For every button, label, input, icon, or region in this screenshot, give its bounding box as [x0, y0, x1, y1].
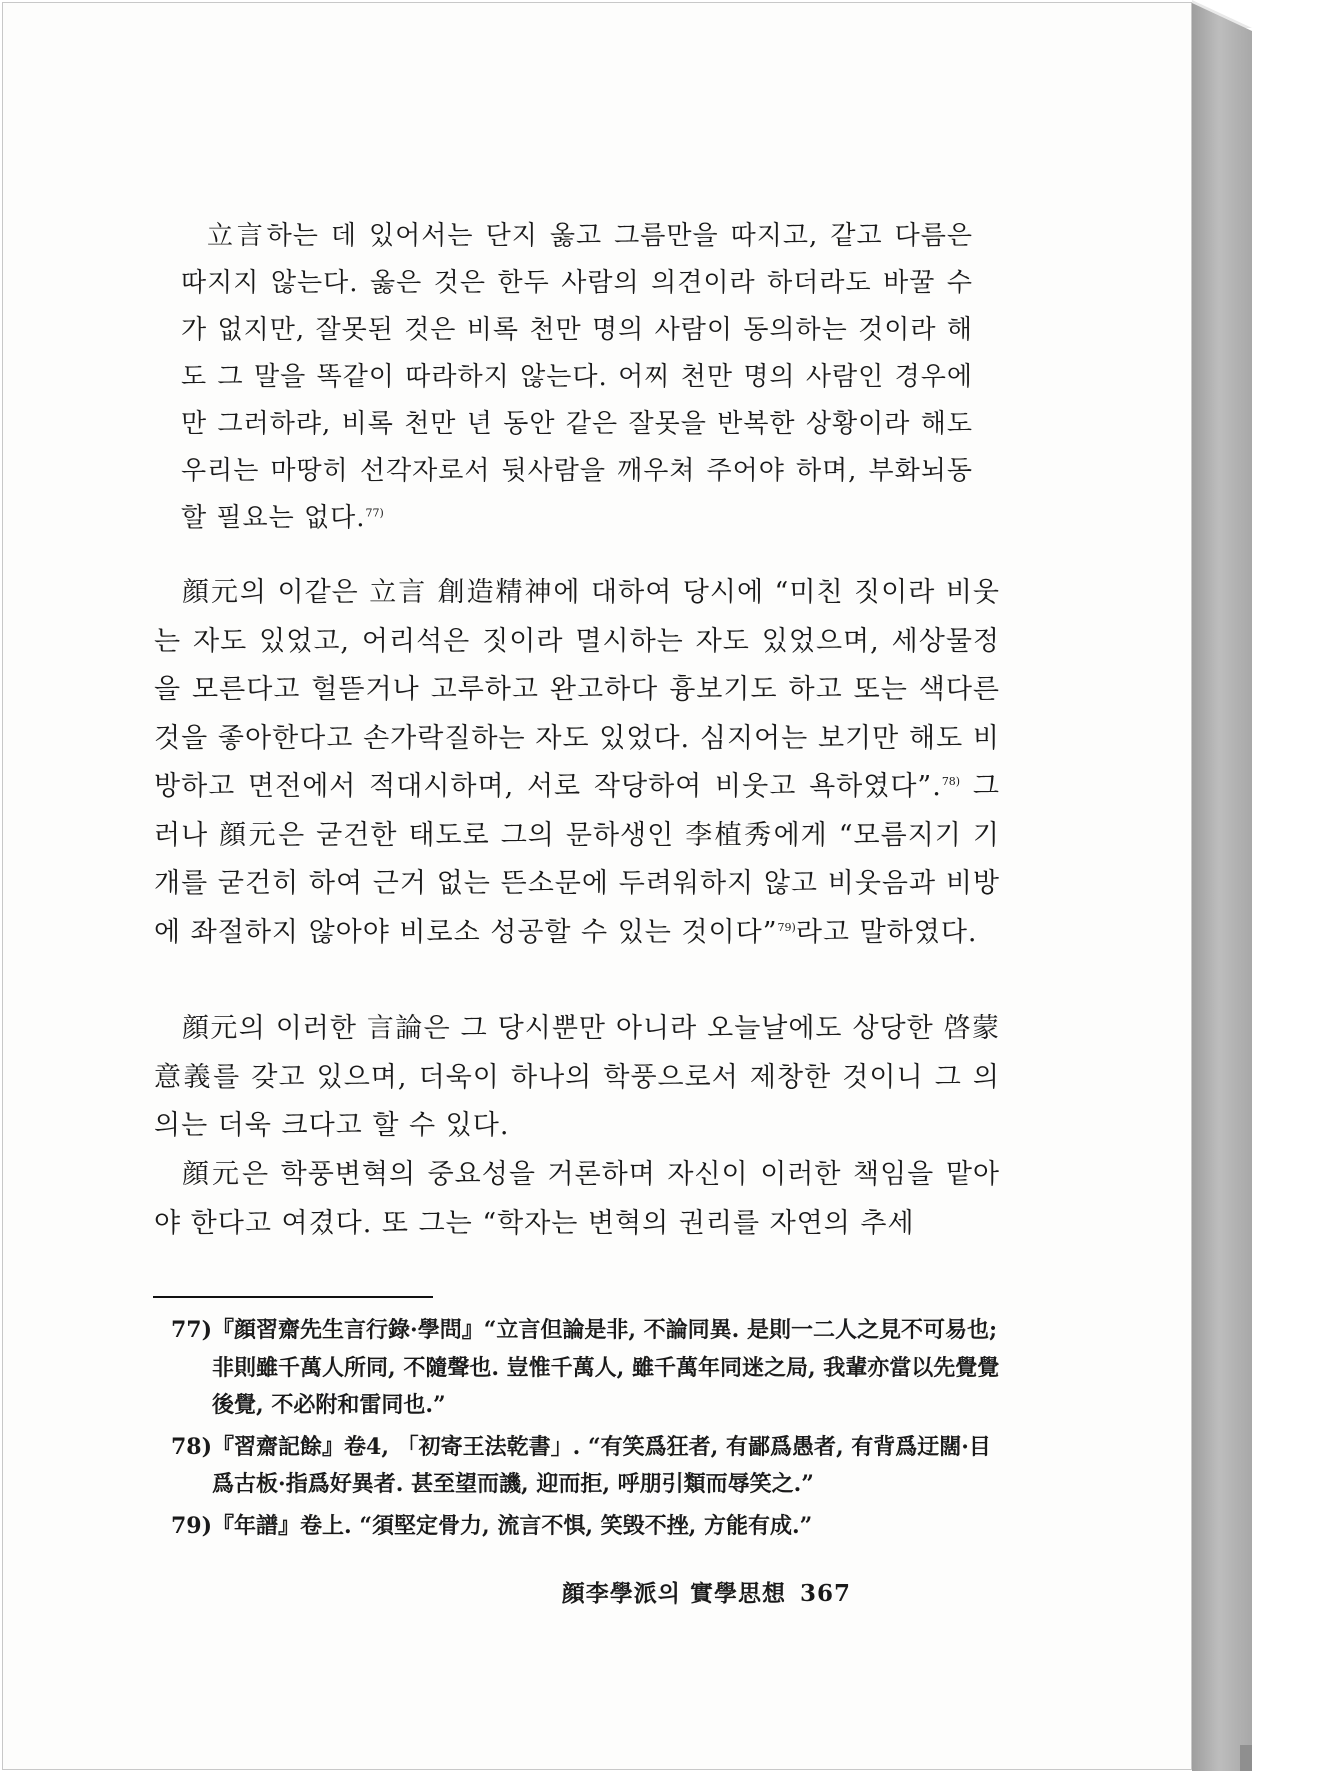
- footnote-number: 78): [171, 1433, 213, 1460]
- book-edge-side: [1192, 3, 1252, 1771]
- footnote-item: [171, 1508, 1001, 1546]
- body-paragraph: 顔元은 학풍변혁의 중요성을 거론하며 자신이 이러한 책임을 맡아야 한다고 여겼다. 또 그는 “학자는 변혁의 권리를 자연의 추세: [154, 1159, 1000, 1239]
- paragraph-text: 라고 말하였다.: [795, 916, 978, 948]
- footnote-text: 『習齋記餘』卷4, 「初寄王法乾書」. “有笑爲狂者, 有鄙爲愚者, 有背爲迂闊·目爲古板·指爲好異者. 甚至望而譏, 迎而拒, 呼朋引類而辱笑之.”: [212, 1433, 991, 1497]
- body-paragraph: [154, 569, 1000, 957]
- quote-text: 立言하는 데 있어서는 단지 옳고 그름만을 따지고, 같고 다름은 따지지 않는다. 옳은 것은 한두 사람의 의견이라 하더라도 바꿀 수가 없지만, 잘못된 것은 비록 천만 명의 사람이 동의하는 것이라 해도 그 말을 똑같이 따라하지 않는다. 어찌 천만 명의 사람인 경우에만 그러하랴, 비록 천만 년 동안 같은 잘못을 반복한 상황이라 해도 우리는 마땅히 선각자로서 뒷사람을 깨우쳐 주어야 하며, 부화뇌동할 필요는 없다.: [181, 221, 973, 533]
- footnote-ref-77: 77): [365, 506, 384, 520]
- paragraph-text: 顔元의 이같은 立言 創造精神에 대하여 당시에 “미친 짓이라 비웃는 자도 있었고, 어리석은 짓이라 멸시하는 자도 있었으며, 세상물정을 모른다고 헐뜯거나 고루하고 완고하다 흉보기도 하고 또는 색다른 것을 좋아한다고 손가락질하는 자도 있었다. 심지어는 보기만 해도 비방하고 면전에서 적대시하며, 서로 작당하여 비웃고 욕하였다”.: [154, 577, 1000, 802]
- running-title: 顔李學派의 實學思想: [561, 1580, 786, 1607]
- footnote-item: [171, 1312, 1001, 1425]
- book-edge-shadow: [1240, 1745, 1252, 1771]
- block-quote: [181, 213, 973, 542]
- footnote-item: [171, 1429, 1001, 1504]
- footnote-text: 『年譜』卷上. “須堅定骨力, 流言不惧, 笑毁不挫, 方能有成.”: [212, 1512, 813, 1539]
- footnote-ref-79: 79): [777, 920, 796, 934]
- body-paragraph: 顔元의 이러한 言論은 그 당시뿐만 아니라 오늘날에도 상당한 啓蒙意義를 갖고 있으며, 더욱이 하나의 학풍으로서 제창한 것이니 그 의의는 더욱 크다고 할 수 있다.: [154, 1013, 1000, 1141]
- page-footer: [562, 1575, 851, 1608]
- paragraph-text: 그러나 顔元은 굳건한 태도로 그의 문하생인 李植秀에게 “모름지기 기개를 굳건히 하여 근거 없는 뜬소문에 두려워하지 않고 비웃음과 비방에 좌절하지 않아야 비로소 성공할 수 있는 것이다”: [154, 771, 1000, 948]
- footnote-divider: [153, 1296, 433, 1298]
- footnote-number: 77): [171, 1317, 213, 1343]
- page-number: 367: [799, 1580, 851, 1607]
- footnote-text: 『顔習齋先生言行錄·學問』“立言但論是非, 不論同異. 是則一二人之見不可易也; 非則雖千萬人所同, 不隨聲也. 豈惟千萬人, 雖千萬年同迷之局, 我輩亦當以先覺覺後覺, 不必附和雷同也.”: [212, 1317, 1000, 1418]
- footnote-ref-78: 78): [941, 775, 961, 788]
- book-page: [2, 2, 1192, 1770]
- footnotes: [171, 1312, 1001, 1549]
- footnote-number: 79): [171, 1512, 213, 1539]
